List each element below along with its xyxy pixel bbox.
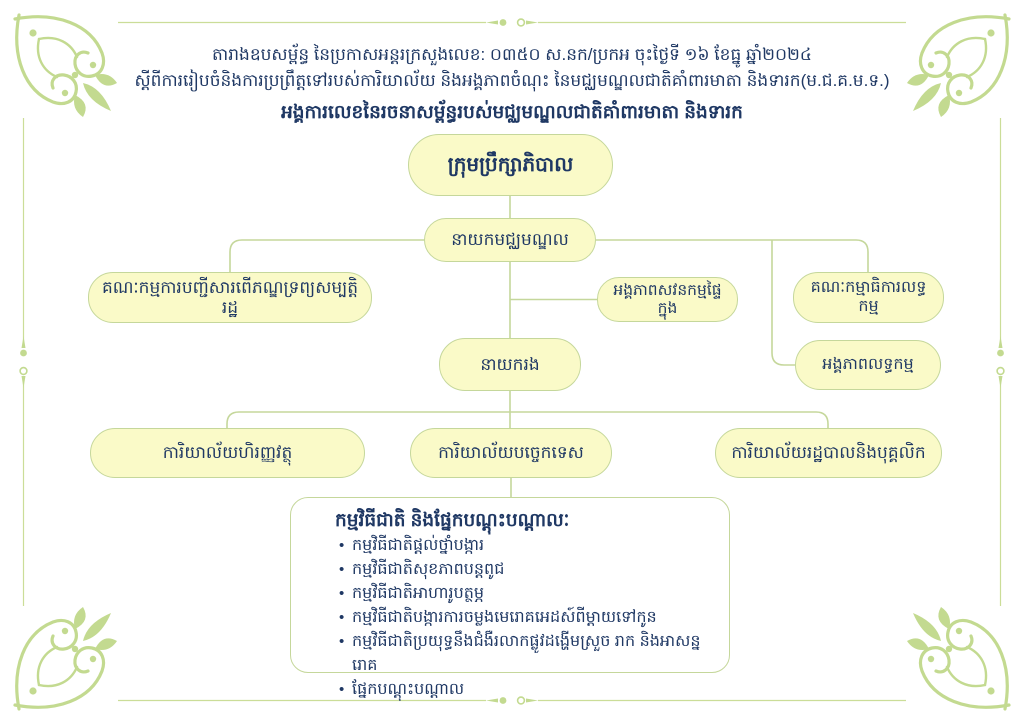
top-edge-flourish-icon [486, 19, 538, 26]
document-header [0, 42, 1024, 126]
header-line-2: ស្តីពីការរៀបចំនិងការប្រព្រឹត្តទៅរបស់ការិយាល័យ និងអង្គភាពចំណុះ នៃមជ្ឈមណ្ឌលជាតិគាំពារមាតា និងទារក(ម.ជ.គ.ម.ទ.) [134, 71, 890, 90]
left-edge-flourish-icon [20, 336, 27, 388]
org-node-technical-office: ការិយាល័យបច្ចេកទេស [410, 428, 612, 478]
header-line-3-title: អង្គការលេខនៃរចនាសម្ព័ន្ធរបស់មជ្ឈមណ្ឌលជាតិគាំពារមាតា និងទារក [281, 101, 743, 122]
program-item: • កម្មវិធីជាតិសុខភាពបន្តពូជ [339, 558, 717, 582]
org-node-procurement-committee: គណៈកម្មាធិការលទ្ធកម្ម [793, 272, 944, 323]
org-node-board-of-directors: ក្រុមប្រឹក្សាភិបាល [408, 134, 613, 196]
programs-list [339, 534, 717, 702]
program-item: • កម្មវិធីជាតិបង្ការការចម្លងមេរោគអេដស៍ពីម្តាយទៅកូន [339, 606, 717, 630]
org-node-procurement-unit: អង្គភាពលទ្ធកម្ម [795, 340, 941, 390]
org-node-deputy-director: នាយករង [439, 338, 581, 391]
org-node-state-property-inventory-commission: គណៈកម្មការបញ្ជីសារពើភណ្ឌទ្រព្យសម្បត្តិរដ្ឋ [88, 272, 372, 323]
org-node-admin-personnel-office: ការិយាល័យរដ្ឋបាលនិងបុគ្គលិក [715, 428, 942, 478]
floral-corner-bottom-right-icon [907, 607, 1009, 709]
org-node-center-director: នាយកមជ្ឈមណ្ឌល [424, 218, 596, 262]
org-node-finance-office: ការិយាល័យហិរញ្ញវត្ថុ [90, 428, 365, 478]
header-line-1: តារាងឧបសម្ព័ន្ធ នៃប្រកាសអន្តរក្រសួងលេខ: ០៣៥០ ស.នក/ប្រកអ ចុះថ្ងៃទី ១៦ ខែធ្នូ ឆ្នាំ២០២៤ [212, 45, 812, 64]
right-edge-flourish-icon [997, 336, 1004, 388]
program-item: • កម្មវិធីជាតិប្រយុទ្ធនឹងជំងឺរលាកផ្លូវដង្ហើមស្រួច រាក និងអាសន្នរោគ [339, 630, 717, 678]
program-item: • ផ្នែកបណ្តុះបណ្តាល [339, 678, 717, 702]
program-item: • កម្មវិធីជាតិផ្តល់ថ្នាំបង្ការ [339, 534, 717, 558]
programs-panel [290, 497, 730, 698]
program-item: • កម្មវិធីជាតិអាហារូបត្ថម្ភ [339, 582, 717, 606]
floral-corner-bottom-left-icon [15, 607, 117, 709]
programs-title: កម្មវិធីជាតិ និងផ្នែកបណ្តុះបណ្តាលៈ [335, 509, 570, 530]
org-node-internal-audit-unit: អង្គភាពសវនកម្មផ្ទៃក្នុង [597, 277, 738, 322]
